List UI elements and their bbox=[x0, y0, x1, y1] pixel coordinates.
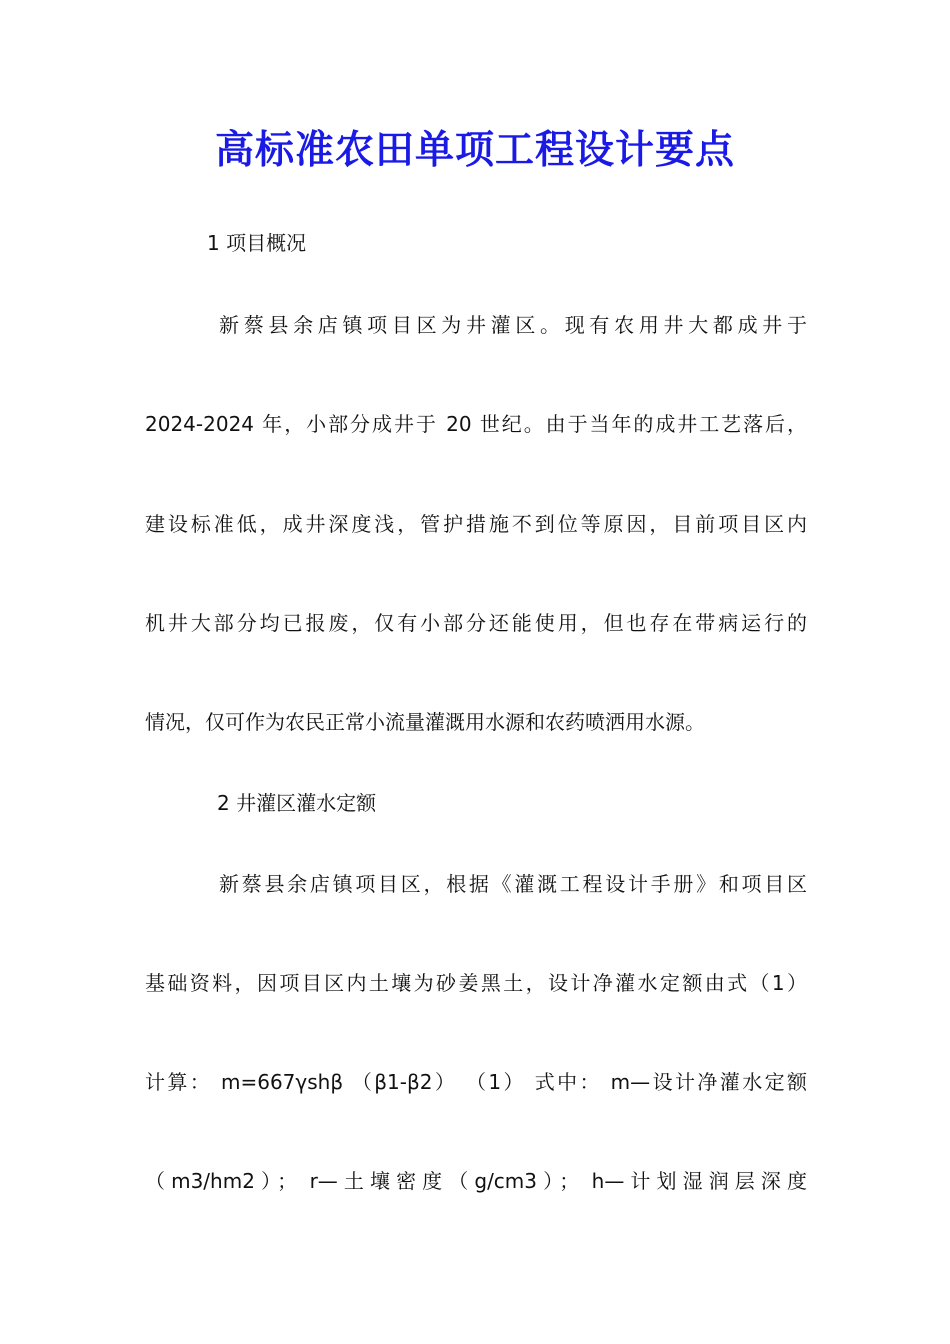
paragraph-line: 机井大部分均已报废，仅有小部分还能使用，但也存在带病运行的 bbox=[145, 611, 807, 635]
paragraph-line: 新蔡县余店镇项目区，根据《灌溉工程设计手册》和项目区 bbox=[219, 872, 807, 896]
section-heading-1: 1 项目概况 bbox=[207, 231, 307, 255]
paragraph-line: 2024-2024 年，小部分成井于 20 世纪。由于当年的成井工艺落后， bbox=[145, 412, 807, 436]
document-title: 高标准农田单项工程设计要点 bbox=[214, 127, 735, 173]
section-heading-2: 2 井灌区灌水定额 bbox=[217, 791, 377, 815]
paragraph-line: 建设标准低，成井深度浅，管护措施不到位等原因，目前项目区内 bbox=[145, 512, 807, 536]
paragraph-line: （m3/hm2）； r—土壤密度（g/cm3）； h—计划湿润层深度 bbox=[145, 1169, 807, 1193]
paragraph-line: 基础资料，因项目区内土壤为砂姜黑土，设计净灌水定额由式（1） bbox=[145, 971, 807, 995]
paragraph-line: 新蔡县余店镇项目区为井灌区。现有农用井大都成井于 bbox=[219, 313, 807, 337]
paragraph-line: 计算： m=667γshβ （β1-β2） （1） 式中： m—设计净灌水定额 bbox=[145, 1070, 807, 1094]
paragraph-line: 情况，仅可作为农民正常小流量灌溉用水源和农药喷洒用水源。 bbox=[145, 710, 705, 734]
